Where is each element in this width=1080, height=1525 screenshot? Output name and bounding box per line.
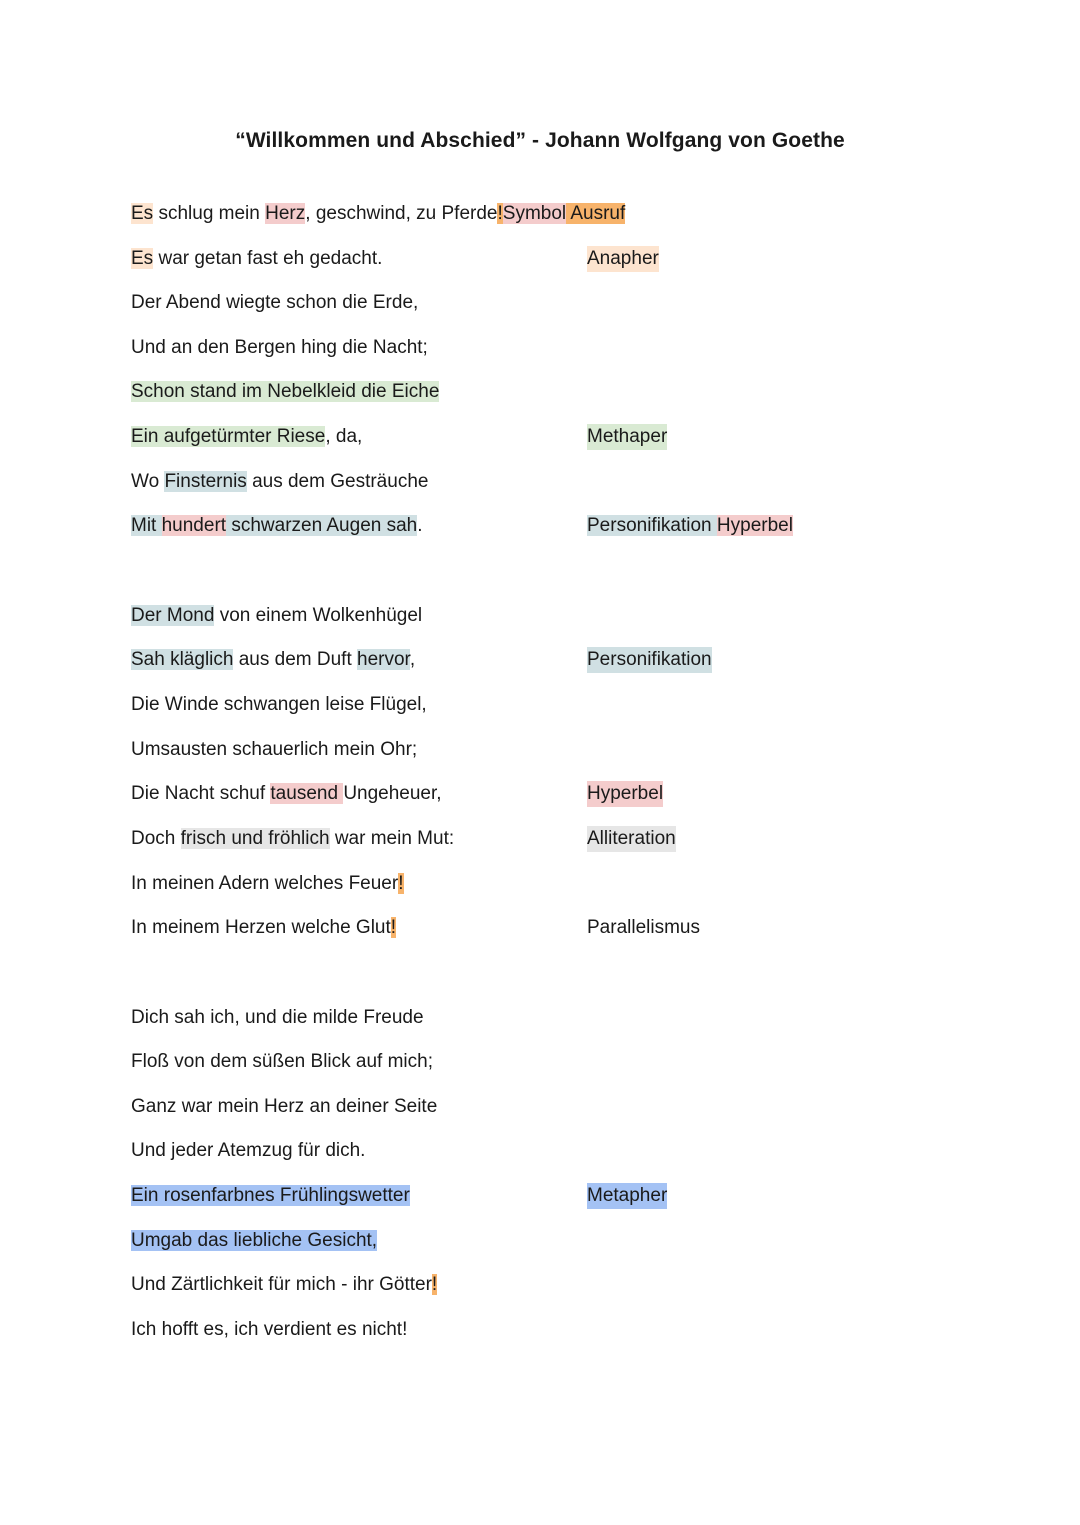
poem-line	[131, 424, 362, 450]
metapher-highlight: Schon stand im Nebelkleid die Eiche	[131, 381, 440, 402]
page-title: “Willkommen und Abschied” - Johann Wolfgang von Goethe	[235, 129, 845, 152]
hyperbel-highlight: tausend	[270, 783, 344, 804]
personifikation-highlight: hervor	[357, 649, 410, 670]
metapher-highlight: Umgab das liebliche Gesicht,	[131, 1230, 378, 1251]
personifikation-highlight: Sah kläglich	[131, 649, 234, 670]
line-text: In meinem Herzen welche Glut	[131, 917, 391, 938]
poem-line: Umsausten schauerlich mein Ohr;	[131, 739, 418, 760]
poem-line: Und jeder Atemzug für dich.	[131, 1140, 366, 1161]
poem-line: Ganz war mein Herz an deiner Seite	[131, 1096, 438, 1117]
personifikation-highlight: Der Mond	[131, 605, 215, 626]
poem-line: Ich hofft es, ich verdient es nicht!	[131, 1319, 408, 1340]
note-personifikation-hyperbel	[587, 513, 793, 539]
personifikation-highlight: schwarzen Augen sah	[226, 515, 418, 536]
personifikation-highlight: Mit	[131, 515, 162, 536]
ausruf-label: Ausruf	[566, 203, 626, 224]
poem-line	[131, 915, 396, 941]
poem-line	[131, 201, 625, 227]
ausruf-highlight: !	[398, 873, 404, 894]
line-text: In meinen Adern welches Feuer	[131, 873, 399, 894]
poem-line	[131, 513, 423, 539]
line-text: von einem Wolkenhügel	[214, 605, 423, 626]
line-text: ,	[409, 649, 416, 670]
line-text: , da,	[325, 426, 363, 447]
ausruf-highlight: !	[431, 1274, 438, 1295]
poem-line: Floß von dem süßen Blick auf mich;	[131, 1051, 433, 1072]
note-methaper: Methaper	[587, 424, 667, 450]
note-metapher: Metapher	[587, 1183, 667, 1209]
note-personifikation: Personifikation	[587, 515, 712, 536]
line-text: Ungeheuer,	[343, 783, 442, 804]
poem-line	[131, 246, 382, 272]
line-text: Und Zärtlichkeit für mich - ihr Götter	[131, 1274, 432, 1295]
metapher-highlight: Ein rosenfarbnes Frühlingswetter	[131, 1185, 410, 1206]
poem-line	[131, 871, 404, 897]
hyperbel-highlight: hundert	[161, 515, 227, 536]
anapher-highlight: Es	[131, 203, 154, 224]
ausruf-highlight: !	[497, 203, 503, 224]
note-alliteration: Alliteration	[587, 826, 676, 852]
ausruf-highlight: !	[390, 917, 397, 938]
personifikation-highlight: Finsternis	[164, 471, 247, 492]
poem-line: Der Abend wiegte schon die Erde,	[131, 292, 419, 313]
note-anapher: Anapher	[587, 246, 659, 272]
poem-line	[131, 1272, 437, 1298]
line-text: , geschwind, zu Pferde	[305, 203, 498, 224]
poem-line: Und an den Bergen hing die Nacht;	[131, 337, 428, 358]
line-text: war mein Mut:	[329, 828, 455, 849]
poem-line	[131, 603, 422, 629]
note-hyperbel: Hyperbel	[587, 781, 663, 807]
alliteration-highlight: frisch und fröhlich	[180, 828, 330, 849]
poem-line	[131, 379, 439, 405]
poem-line	[131, 469, 428, 495]
line-text: Doch	[131, 828, 181, 849]
line-text: war getan fast eh gedacht.	[153, 248, 383, 269]
poem-line	[131, 1183, 410, 1209]
symbol-label: Symbol	[502, 203, 567, 224]
poem-line	[131, 647, 415, 673]
symbol-highlight: Herz	[265, 203, 306, 224]
line-text: aus dem Gesträuche	[246, 471, 429, 492]
line-text: Die Nacht schuf	[131, 783, 271, 804]
metapher-highlight: Ein aufgetürmter Riese	[131, 426, 326, 447]
line-text: .	[417, 515, 423, 536]
line-text: schlug mein	[153, 203, 266, 224]
line-text: Wo	[131, 471, 165, 492]
note-hyperbel: Hyperbel	[716, 515, 793, 536]
poem-line: Dich sah ich, und die milde Freude	[131, 1007, 424, 1028]
line-text: aus dem Duft	[233, 649, 358, 670]
note-parallelismus: Parallelismus	[587, 917, 700, 938]
poem-line	[131, 826, 454, 852]
poem-line: Die Winde schwangen leise Flügel,	[131, 694, 427, 715]
note-personifikation: Personifikation	[587, 647, 712, 673]
poem-line	[131, 781, 442, 807]
poem-line	[131, 1228, 377, 1254]
anapher-highlight: Es	[131, 248, 154, 269]
